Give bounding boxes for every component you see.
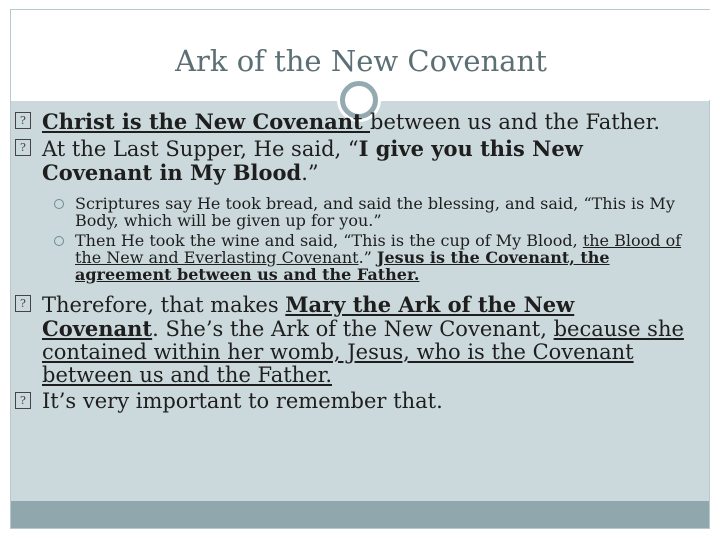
bullet-item (15, 110, 695, 134)
bullet-text-segment: At the Last Supper, He said, “ (42, 137, 359, 161)
bullet-glyph: ? (15, 139, 31, 156)
bullet-text-segment: It’s very important to remember that. (42, 389, 443, 413)
bullet-text-segment: .” (301, 161, 319, 185)
bullet-text-segment: the Blood of the New and Everlasting Covenant (75, 231, 682, 267)
sub-bullet-item (15, 232, 695, 283)
bullet-item (15, 390, 695, 413)
bullet-glyph: ? (15, 295, 31, 312)
bullet-text-segment: between us and the Father. (370, 110, 661, 134)
circle-bullet-icon (54, 199, 64, 209)
bullet-text-segment: . She’s the Ark of the New Covenant, (152, 317, 554, 341)
bullet-text-segment: Mary the Ark of the New Covenant (42, 292, 575, 341)
slide-title: Ark of the New Covenant (175, 44, 547, 78)
bullet-text-segment: Jesus is the Covenant, the agreement between us and the Father. (75, 248, 610, 284)
bullet-text-segment: Christ is the New Covenant (42, 109, 370, 134)
circle-bullet-icon (54, 236, 64, 246)
sub-bullet-item (15, 195, 695, 229)
bullet-text-segment: Scriptures say He took bread, and said the blessing, and said, “This is My Body, which will be given up for you.” (75, 194, 675, 230)
bullet-text-segment: because she contained within her womb, Jesus, who is the Covenant between us and the Father. (42, 317, 684, 387)
footer-bar (11, 501, 709, 528)
bullet-item (15, 137, 695, 185)
bullet-glyph: ? (15, 112, 31, 129)
bullet-glyph: ? (15, 392, 31, 409)
bullet-list (15, 110, 695, 416)
bullet-text-segment: Then He took the wine and said, “This is the cup of My Blood, (75, 231, 583, 250)
bullet-text-segment: .” (358, 248, 377, 267)
bullet-item (15, 293, 695, 387)
bullet-text-segment: Therefore, that makes (42, 293, 286, 317)
bullet-text-segment: I give you this New Covenant in My Blood (42, 136, 583, 185)
